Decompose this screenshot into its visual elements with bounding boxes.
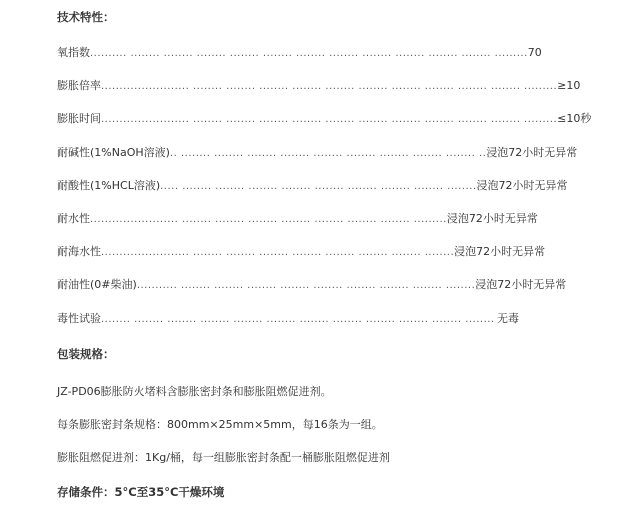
spec-value: ≤10秒 xyxy=(557,112,592,125)
spec-value: 浸泡72小时无异常 xyxy=(454,245,546,258)
spec-leader-dots: ........................ ........ ........ ........ ........ ........ ........ ........ ........ xyxy=(101,247,455,258)
spec-row-seawater-resistance xyxy=(57,244,546,261)
spec-label: 膨胀时间 xyxy=(57,112,101,125)
spec-value: 浸泡72小时无异常 xyxy=(486,146,578,159)
spec-label: 耐碱性(1%NaOH溶液) xyxy=(57,146,170,159)
storage-conditions-heading: 存储条件：5°C至35°C干燥环境 xyxy=(57,485,225,499)
package-specs-heading: 包装规格： xyxy=(57,347,115,361)
spec-label: 毒性试验 xyxy=(57,312,101,325)
package-line-promoter: 膨胀阻燃促进剂：1Kg/桶，每一组膨胀密封条配一桶膨胀阻燃促进剂 xyxy=(57,451,390,464)
spec-row-alkali-resistance xyxy=(57,145,578,162)
spec-label: 耐油性(0#柴油) xyxy=(57,278,137,291)
spec-label: 膨胀倍率 xyxy=(57,79,101,92)
spec-label: 耐水性 xyxy=(57,212,90,225)
spec-label: 耐酸性(1%HCL溶液) xyxy=(57,179,161,192)
spec-leader-dots: ........................ ........ ........ ........ ........ ........ ........ ........ ........ ........ ........ ......... xyxy=(101,81,558,92)
spec-row-acid-resistance xyxy=(57,178,568,195)
spec-label: 耐海水性 xyxy=(57,245,101,258)
spec-value: 浸泡72小时无异常 xyxy=(446,212,538,225)
package-line-strip-size: 每条膨胀密封条规格：800mm×25mm×5mm，每16条为一组。 xyxy=(57,418,383,431)
spec-value: ≥10 xyxy=(557,79,581,92)
spec-leader-dots: .......... ........ ........ ........ ........ ........ ........ ........ ........ ........ ........ ........ ......... xyxy=(90,48,528,59)
spec-value: 浸泡72小时无异常 xyxy=(475,278,567,291)
spec-row-toxicity-test xyxy=(57,311,519,328)
spec-leader-dots: ........ ........ ........ ........ ........ ........ ........ ........ ........ ........ ........ ........ xyxy=(101,314,495,325)
spec-value: 70 xyxy=(527,46,542,59)
spec-row-expansion-ratio xyxy=(57,78,581,95)
spec-leader-dots: ........................ ........ ........ ........ ........ ........ ........ ........ ........ ........ ........ ......... xyxy=(101,114,558,125)
spec-row-expansion-time xyxy=(57,111,592,128)
package-line-contents: JZ-PD06膨胀防火堵料含膨胀密封条和膨胀阻燃促进剂。 xyxy=(57,385,332,398)
tech-specs-heading: 技术特性： xyxy=(57,10,115,24)
spec-value: 无毒 xyxy=(497,312,519,325)
spec-row-oil-resistance xyxy=(57,277,567,294)
spec-row-oxygen-index xyxy=(57,45,542,62)
spec-leader-dots: ........................ ........ ........ ........ ........ ........ ........ ........ ......... xyxy=(90,214,447,225)
spec-row-water-resistance xyxy=(57,211,538,228)
spec-leader-dots: .. ........ ........ ........ ........ ........ ........ ........ ........ ........ .. xyxy=(169,148,487,159)
spec-leader-dots: ..... ........ ........ ........ ........ ........ ........ ........ ........ ........ xyxy=(160,181,477,192)
spec-value: 浸泡72小时无异常 xyxy=(476,179,568,192)
spec-leader-dots: ........... ........ ........ ........ ........ ........ ........ ........ ........ ........ xyxy=(136,280,476,291)
spec-label: 氧指数 xyxy=(57,46,90,59)
